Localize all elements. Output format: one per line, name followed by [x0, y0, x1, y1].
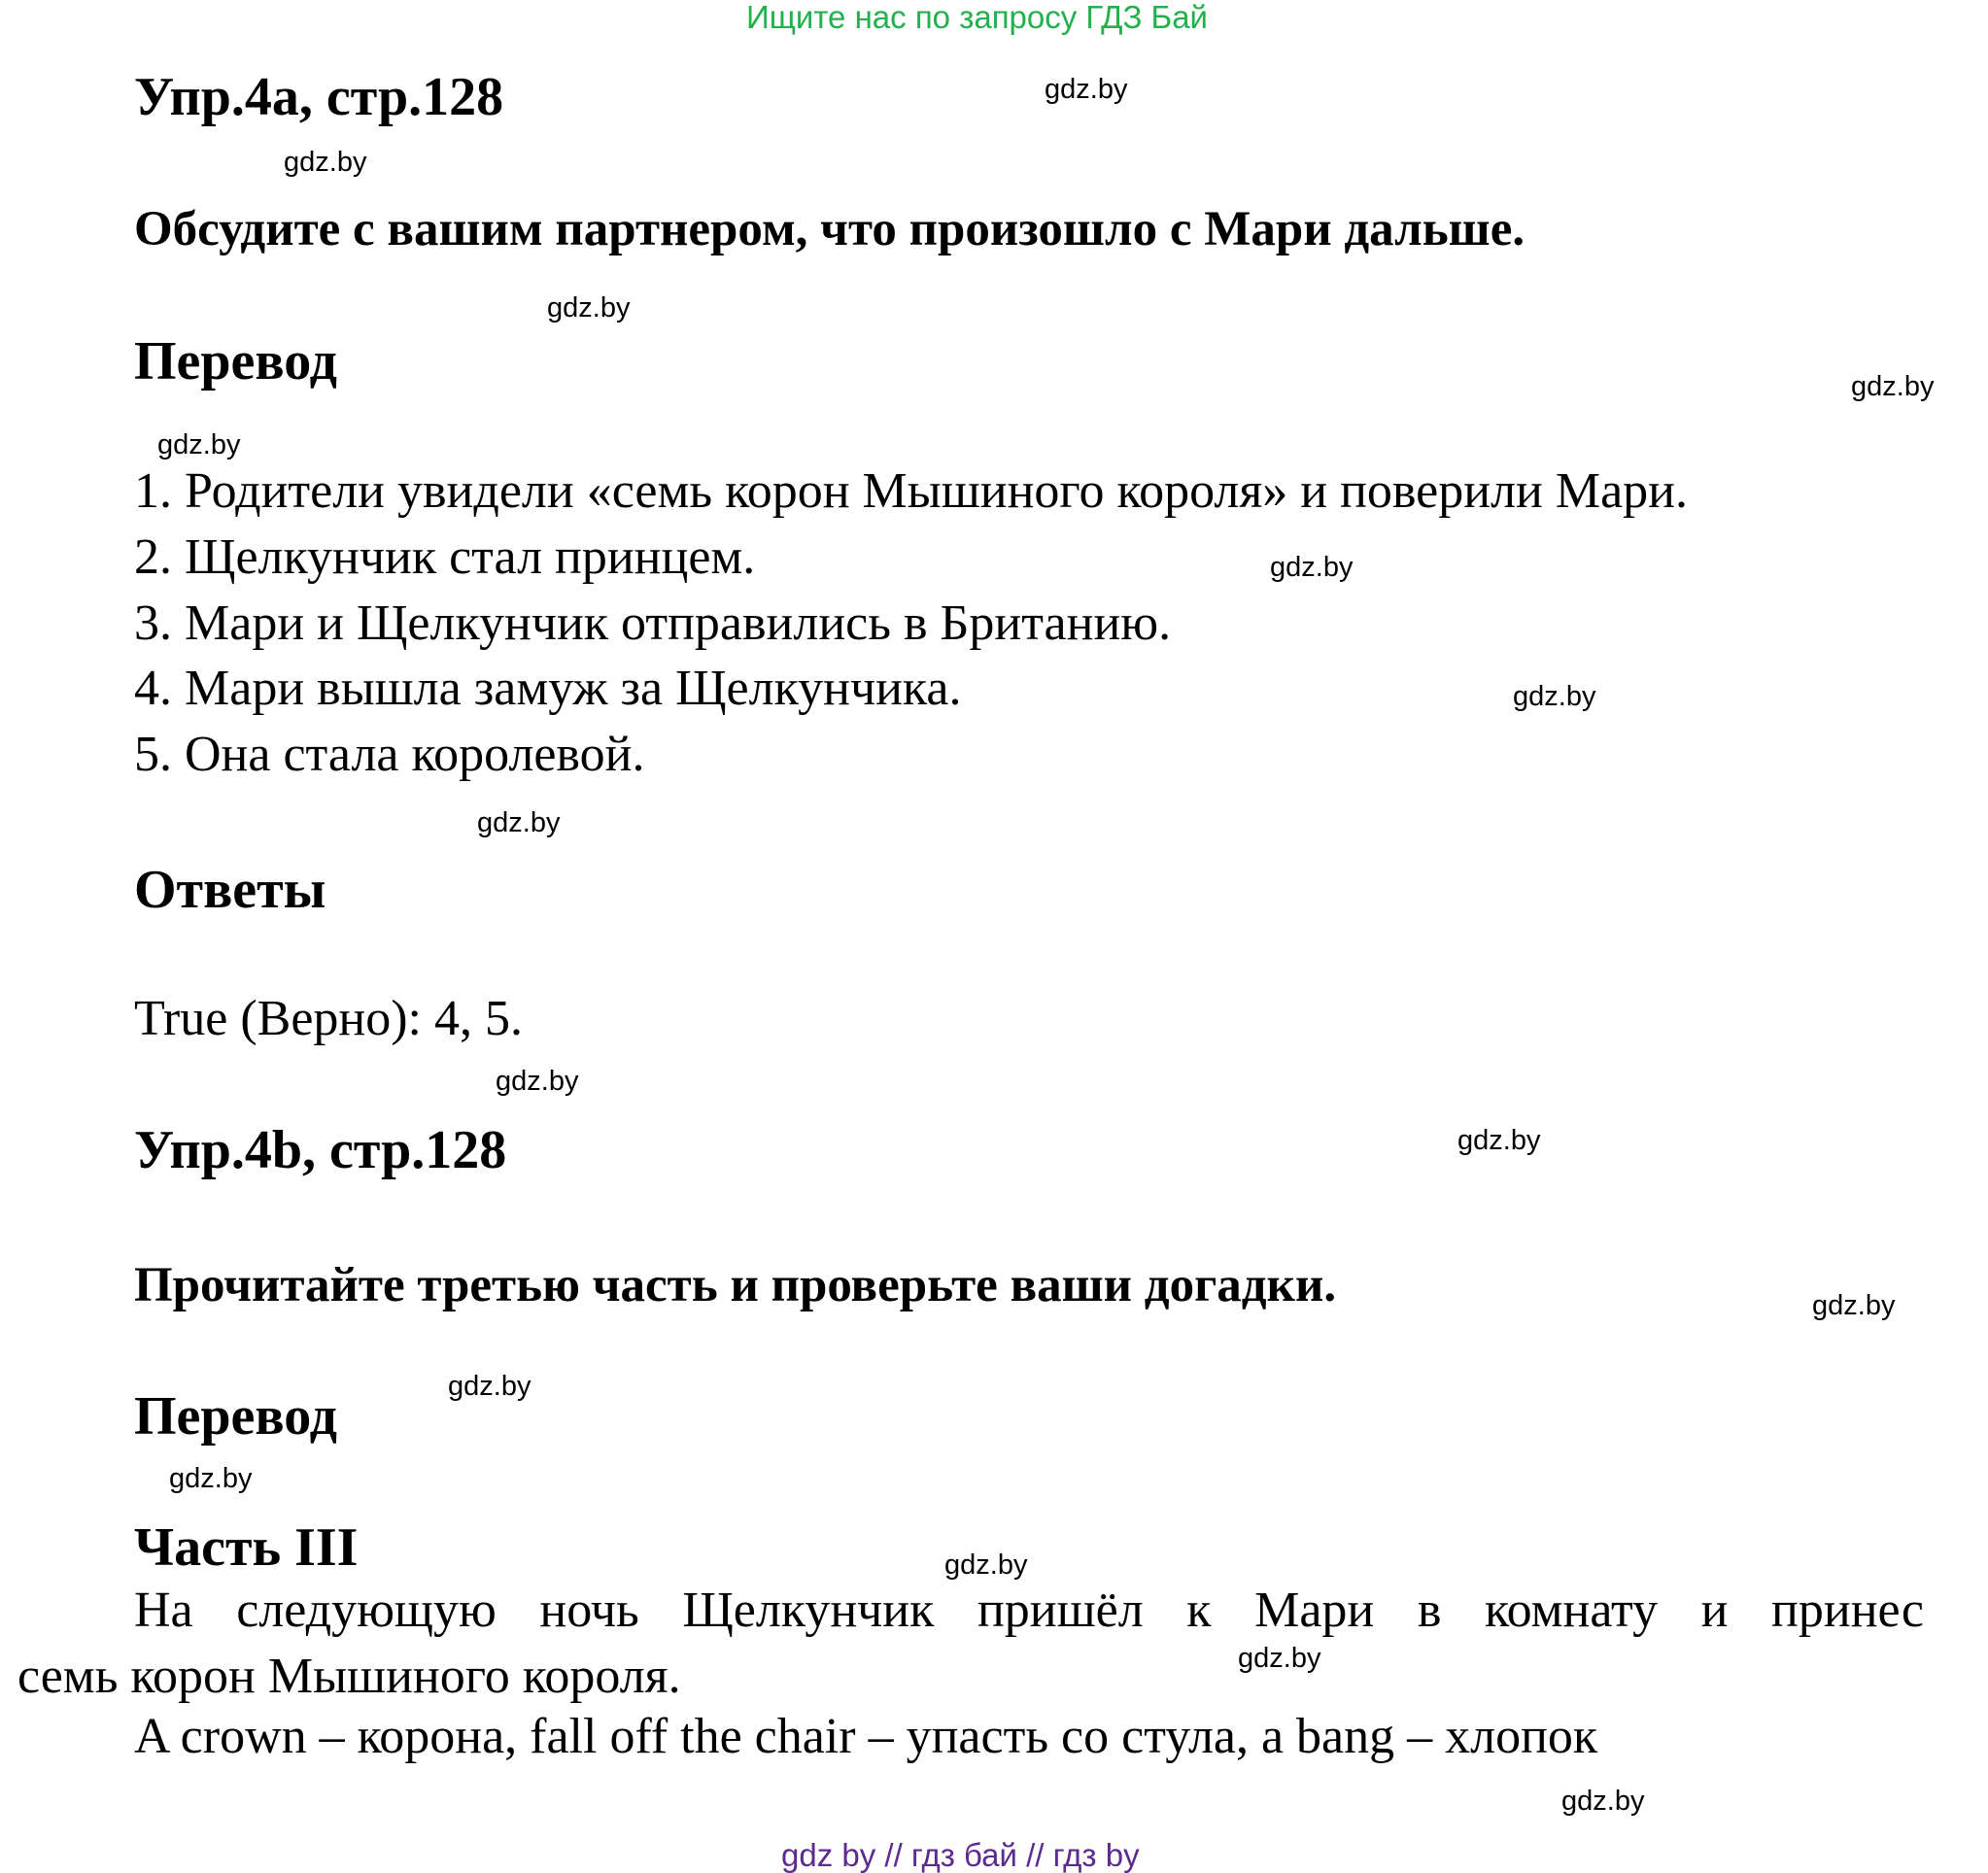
watermark: gdz.by — [1270, 552, 1354, 583]
translation-item-4: 4. Мари вышла замуж за Щелкунчика. — [134, 661, 962, 716]
watermark: gdz.by — [1045, 74, 1128, 105]
answer-text: True (Верно): 4, 5. — [134, 991, 524, 1046]
watermark: gdz.by — [1513, 681, 1596, 712]
watermark: gdz.by — [448, 1371, 531, 1402]
watermark: gdz.by — [284, 147, 367, 178]
story-paragraph-line-2: семь корон Мышиного короля. — [17, 1649, 681, 1704]
watermark: gdz.by — [477, 807, 561, 838]
top-banner: Ищите нас по запросу ГДЗ Бай — [746, 0, 1208, 35]
watermark: gdz.by — [944, 1549, 1028, 1581]
translation-item-3: 3. Мари и Щелкунчик отправились в Британию. — [134, 596, 1172, 651]
exercise-4b-task: Прочитайте третью часть и проверьте ваши догадки. — [134, 1258, 1337, 1312]
watermark: gdz.by — [169, 1463, 253, 1494]
watermark: gdz.by — [1561, 1786, 1645, 1817]
translation-item-2: 2. Щелкунчик стал принцем. — [134, 529, 756, 585]
part-heading: Часть III — [134, 1517, 359, 1578]
exercise-4a-title: Упр.4а, стр.128 — [134, 67, 504, 127]
watermark: gdz.by — [496, 1066, 579, 1097]
vocabulary-line: A crown – корона, fall off the chair – упасть со стула, a bang – хлопок — [134, 1709, 1598, 1764]
exercise-4b-title: Упр.4b, стр.128 — [134, 1120, 507, 1180]
translation-item-5: 5. Она стала королевой. — [134, 727, 645, 782]
translation-item-1: 1. Родители увидели «семь корон Мышиного короля» и поверили Мари. — [134, 463, 1688, 519]
watermark: gdz.by — [1457, 1125, 1541, 1156]
answers-heading: Ответы — [134, 860, 326, 920]
watermark: gdz.by — [157, 429, 241, 460]
exercise-4a-task: Обсудите с вашим партнером, что произошло с Мари дальше. — [134, 202, 1525, 256]
story-paragraph — [17, 1578, 1924, 1710]
story-paragraph-line-1: На следующую ночь Щелкунчик пришёл к Мари в комнату и принес — [134, 1583, 1924, 1638]
bottom-banner: gdz by // гдз бай // гдз by — [781, 1837, 1140, 1873]
watermark: gdz.by — [1851, 371, 1935, 402]
watermark: gdz.by — [1238, 1643, 1321, 1674]
watermark: gdz.by — [1812, 1290, 1896, 1321]
watermark: gdz.by — [547, 292, 631, 324]
exercise-4a-translation-heading: Перевод — [134, 331, 337, 392]
exercise-4b-translation-heading: Перевод — [134, 1386, 337, 1447]
